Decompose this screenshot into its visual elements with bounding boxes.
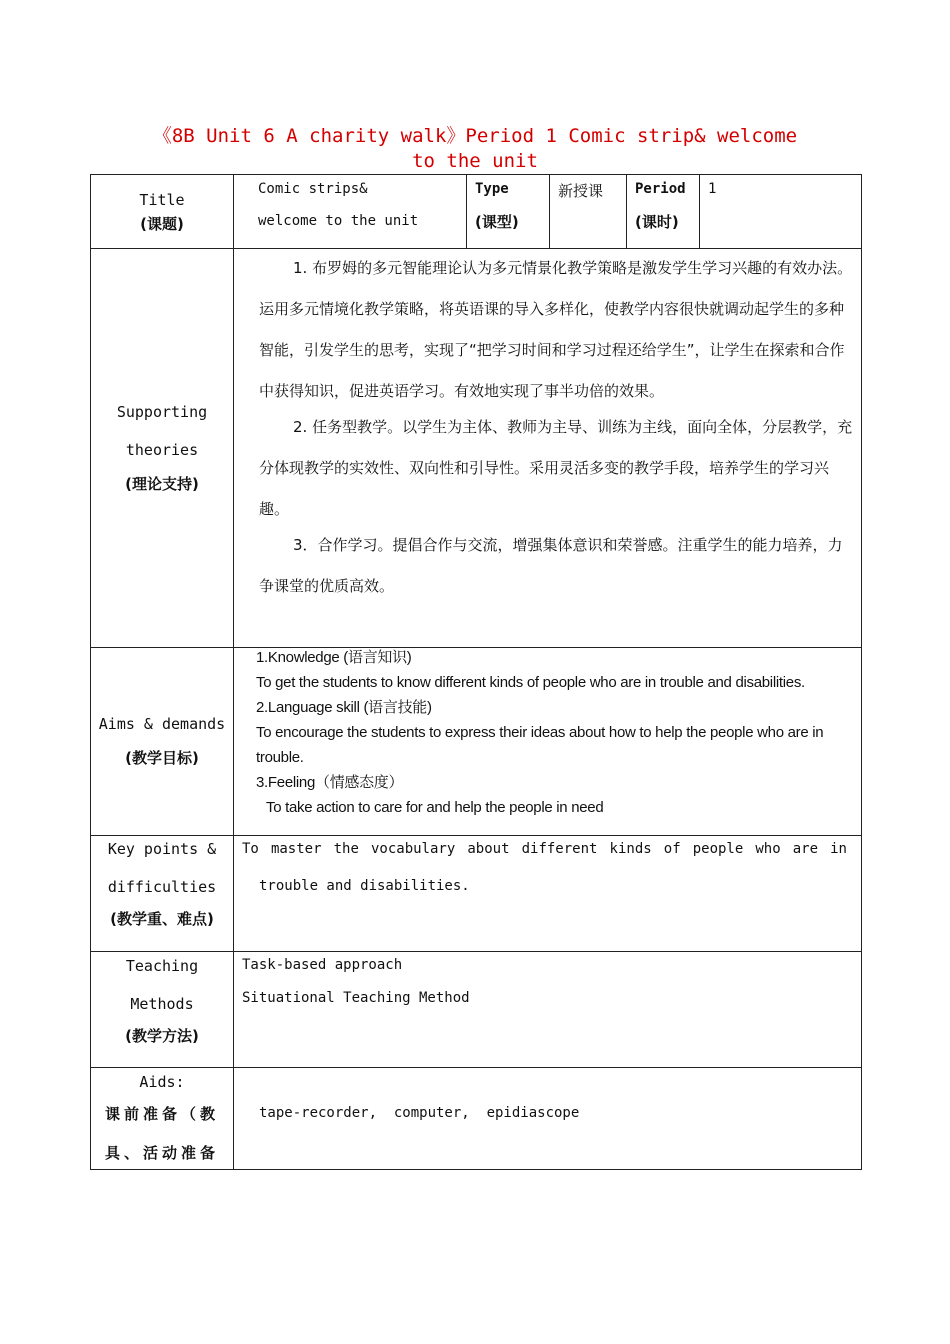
key-points-label-cn: (教学重、难点)	[110, 910, 214, 928]
title-label: Title	[139, 191, 185, 209]
methods-label-1: Teaching	[125, 957, 199, 975]
aims-content-cell	[234, 648, 862, 836]
methods-line-2: Situational Teaching Method	[242, 990, 470, 1006]
title-value-line-2: welcome to the unit	[258, 213, 419, 229]
key-points-label-1: Key points &	[107, 840, 217, 858]
type-label-cell	[467, 175, 550, 249]
supporting-paragraph-1: 1. 布罗姆的多元智能理论认为多元情景化教学策略是激发学生学习兴趣的有效办法。运用多元情境化教学策略，将英语课的导入多样化，使教学内容很快就调动起学生的多种智能，引发学生的思考，实现了“把学习时间和学习过程还给学生”，让学生在探索和合作中获得知识，促进英语学习。有效地实现了事半功倍的效果。	[259, 259, 853, 400]
aims-line-7: To take action to care for and help the people in need	[266, 799, 604, 816]
methods-label-2: Methods	[130, 995, 194, 1013]
key-points-line-1: To master the vocabulary about different kinds of people who are in	[242, 841, 847, 857]
key-points-content-cell	[234, 836, 862, 952]
supporting-paragraph-2: 2. 任务型教学。以学生为主体、教师为主导、训练为主线，面向全体，分层教学，充分体现教学的实效性、双向性和引导性。采用灵活多变的教学手段，培养学生的学习兴趣。	[259, 418, 853, 518]
title-label-cn: (课题)	[140, 215, 184, 233]
methods-line-1: Task-based approach	[242, 957, 403, 973]
key-points-row	[91, 836, 862, 952]
aims-line-1: 1.Knowledge (语言知识)	[256, 649, 412, 666]
aims-line-3: 2.Language skill (语言技能)	[256, 699, 432, 716]
methods-label-cn: (教学方法)	[125, 1027, 199, 1045]
supporting-content-cell	[234, 249, 862, 648]
methods-content-cell	[234, 952, 862, 1068]
aims-label-cn: (教学目标)	[125, 749, 199, 767]
aims-line-2: To get the students to know different kinds of people who are in trouble and disabilities.	[256, 674, 805, 691]
title-label-cell	[91, 175, 234, 249]
supporting-paragraph-3: 3．合作学习。提倡合作与交流，增强集体意识和荣誉感。注重学生的能力培养，力争课堂的优质高效。	[259, 536, 843, 595]
document-title-line-2: to the unit	[412, 150, 538, 172]
aims-label: Aims & demands	[98, 715, 226, 733]
key-points-label-cell	[91, 836, 234, 952]
aims-line-6: 3.Feeling（情感态度）	[256, 774, 404, 791]
title-value-line-1: Comic strips&	[258, 181, 368, 197]
methods-label-cell	[91, 952, 234, 1068]
supporting-label-1: Supporting	[116, 402, 208, 421]
period-label: Period	[635, 181, 686, 197]
aids-value: tape-recorder, computer, epidiascope	[259, 1105, 580, 1121]
period-value: 1	[708, 181, 717, 197]
period-label-cn: (课时)	[635, 213, 679, 231]
aids-label: Aids:	[139, 1073, 185, 1091]
aids-label-cn-1: 课前准备（教	[104, 1105, 219, 1123]
aims-line-4: To encourage the students to express their ideas about how to help the people who are in	[256, 724, 824, 741]
supporting-label-2: theories	[125, 440, 199, 459]
aims-line-5: trouble.	[256, 749, 304, 766]
title-row	[91, 175, 862, 249]
aids-label-cn-2: 具、活动准备	[104, 1144, 219, 1162]
document-title	[90, 124, 860, 174]
aims-label-cell	[91, 648, 234, 836]
supporting-label-cell	[91, 249, 234, 648]
type-label-cn: (课型)	[475, 213, 519, 231]
type-value-cell	[550, 175, 627, 249]
supporting-theories-row	[91, 249, 862, 648]
document-title-line-1: 《8B Unit 6 A charity walk》Period 1 Comic strip& welcome	[152, 125, 798, 147]
aids-content-cell	[234, 1068, 862, 1170]
period-label-cell	[627, 175, 700, 249]
supporting-label-cn: (理论支持)	[125, 474, 199, 493]
lesson-plan-table	[90, 174, 862, 1170]
type-label: Type	[475, 181, 509, 197]
aids-row	[91, 1068, 862, 1170]
period-value-cell	[700, 175, 862, 249]
aids-label-cell	[91, 1068, 234, 1170]
key-points-label-2: difficulties	[107, 878, 217, 896]
type-value: 新授课	[558, 182, 604, 200]
aims-row	[91, 648, 862, 836]
methods-row	[91, 952, 862, 1068]
title-value-cell	[234, 175, 467, 249]
key-points-line-2: trouble and disabilities.	[259, 878, 470, 894]
